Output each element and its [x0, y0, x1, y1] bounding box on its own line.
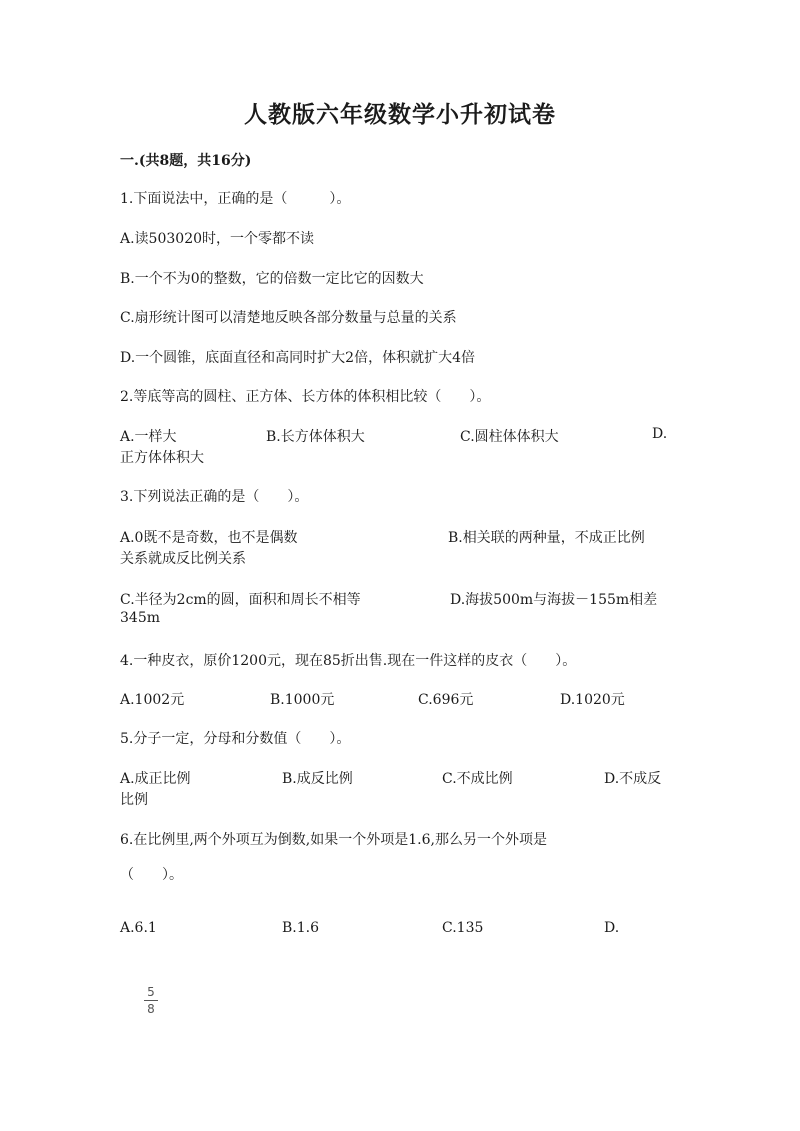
- question-6-stem: 6.在比例里,两个外项互为倒数,如果一个外项是1.6,那么另一个外项是: [120, 832, 547, 848]
- question-5-option-c: C.不成比例: [442, 771, 513, 787]
- question-6-option-c: C.135: [442, 920, 484, 936]
- question-1-option-a: A.读503020时，一个零都不读: [120, 231, 315, 247]
- question-2-option-d: D.: [652, 426, 668, 442]
- fraction-denominator: 8: [147, 1002, 155, 1016]
- fraction-bar: [144, 1000, 158, 1001]
- question-1-option-b: B.一个不为0的整数，它的倍数一定比它的因数大: [120, 271, 424, 287]
- question-3-option-d-cont: 345m: [120, 610, 160, 626]
- page-title: 人教版六年级数学小升初试卷: [244, 101, 556, 128]
- question-2-option-b: B.长方体体积大: [266, 429, 365, 445]
- question-5-option-d-cont: 比例: [120, 792, 148, 808]
- question-3-stem: 3.下列说法正确的是（ ）。: [120, 489, 309, 505]
- question-2-option-a: A.一样大: [120, 429, 177, 445]
- question-2-option-d-text: 正方体体积大: [120, 450, 204, 466]
- fraction-five-eighths: [144, 985, 158, 1016]
- question-5-option-b: B.成反比例: [282, 771, 353, 787]
- question-6-option-b: B.1.6: [282, 920, 320, 936]
- question-1-option-c: C.扇形统计图可以清楚地反映各部分数量与总量的关系: [120, 310, 457, 326]
- question-3-option-a: A.0既不是奇数，也不是偶数: [120, 530, 298, 546]
- question-2-stem: 2.等底等高的圆柱、正方体、长方体的体积相比较（ ）。: [120, 389, 491, 405]
- question-6-stem-cont: （ ）。: [120, 867, 183, 883]
- fraction-numerator: 5: [147, 985, 155, 999]
- question-3-option-b-cont: 关系就成反比例关系: [120, 551, 246, 567]
- question-5-option-a: A.成正比例: [120, 771, 191, 787]
- question-1-option-d: D.一个圆锥，底面直径和高同时扩大2倍，体积就扩大4倍: [120, 350, 475, 366]
- question-5-stem: 5.分子一定，分母和分数值（ ）。: [120, 731, 351, 747]
- question-5-option-d: D.不成反: [604, 771, 662, 787]
- question-4-option-b: B.1000元: [270, 692, 335, 708]
- question-3-option-b: B.相关联的两种量，不成正比例: [448, 530, 645, 546]
- question-6-option-a: A.6.1: [120, 920, 157, 936]
- question-1-stem: 1.下面说法中，正确的是（ ）。: [120, 191, 351, 207]
- question-4-option-a: A.1002元: [120, 692, 185, 708]
- question-3-option-d: D.海拔500m与海拔－155m相差: [450, 592, 658, 608]
- question-4-option-d: D.1020元: [560, 692, 625, 708]
- question-4-stem: 4.一种皮衣，原价1200元，现在85折出售.现在一件这样的皮衣（ ）。: [120, 653, 577, 669]
- question-4-option-c: C.696元: [418, 692, 474, 708]
- section-heading: 一.(共8题，共16分): [120, 153, 252, 169]
- question-2-option-c: C.圆柱体体积大: [460, 429, 559, 445]
- question-3-option-c: C.半径为2cm的圆，面积和周长不相等: [120, 592, 361, 608]
- question-6-option-d: D.: [604, 920, 620, 936]
